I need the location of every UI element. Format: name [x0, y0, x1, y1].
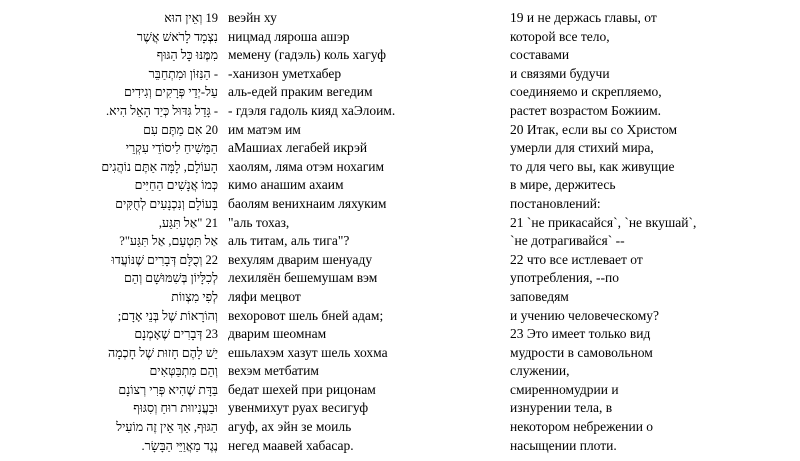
translit-line: веэйн ху [228, 10, 277, 25]
translit-line: дварим шеомнам [228, 326, 327, 342]
russian-line: 23 Это имеет только вид [510, 326, 651, 342]
translit-line: -ханизон уметхабер [228, 65, 342, 81]
russian-line: служении, [510, 363, 570, 379]
russian-line: мудрости в самовольном [510, 344, 653, 360]
translit-line: вехоровот шель бней адам; [228, 307, 384, 323]
russian-line: и учению человеческому? [510, 307, 660, 323]
russian-line: заповедям [510, 288, 569, 304]
translit-line: "аль тохаз, [228, 214, 290, 230]
russian-text-column [510, 9, 795, 455]
hebrew-line: 19 וְאֵין הוּא [164, 11, 218, 25]
hebrew-line: נִצְמָד לָרֹאשׁ אֲשֶׁר [136, 29, 218, 44]
translit-line: хаолям, ляма отэм нохагим [228, 158, 385, 174]
translit-line: аль-едей праким вегедим [228, 84, 373, 100]
russian-line: то для чего вы, как живущие [510, 158, 675, 174]
transliteration-column [228, 9, 488, 455]
translit-line: ляфи мецвот [228, 288, 301, 304]
translit-line: увенмихут руах весигуф [228, 400, 369, 416]
hebrew-line: וְהוֹרָאוֹת שֶׁל בְּנֵי אָדָם; [117, 308, 218, 323]
hebrew-line: לְכִלָּיוֹן בְּשִׁמּוּשָׁם וְהֵם [123, 271, 218, 286]
translit-line: лехиляён бешемушам вэм [228, 270, 378, 286]
russian-line: составами [510, 47, 570, 63]
translit-line: аль титам, аль тига"? [228, 233, 350, 249]
translit-line: ницмад ляроша ашэр [228, 28, 350, 44]
translit-line: баолям венихнаим ляхуким [228, 195, 387, 211]
translit-line: - гдэля гадоль кияд хаЭлоим. [228, 102, 396, 118]
hebrew-line: נֶגֶד מַאֲוַיֵּי הַבָּשָׂר. [141, 438, 218, 453]
hebrew-line: - גָּדֵל גִּדּוּל כְּיַד הָאֵל הִיא. [106, 103, 218, 118]
translit-line: кимо анашим ахаим [228, 177, 344, 193]
russian-line: 21 `не прикасайся`, `не вкушай`, [510, 214, 697, 230]
hebrew-line: הַמָּשִׁיחַ לִיסוֹדֵי עִקְרֵי [125, 141, 218, 156]
translit-line: мемену (гадэль) коль хагуф [228, 47, 386, 63]
translit-line: бедат шехей при рицонам [228, 381, 376, 397]
translit-line: негед маавей хабасар. [228, 437, 354, 453]
hebrew-line: אַל תִּטְעַם, אַל תִּגַּע"? [119, 234, 218, 249]
translit-line: вехэм метбатим [228, 363, 319, 379]
russian-line: соединяемо и скрепляемо, [510, 84, 662, 100]
russian-line: 22 что все истлевает от [510, 251, 643, 267]
translit-line: аМашиах легабей икрэй [228, 140, 368, 156]
russian-line: в мире, держитесь [510, 177, 616, 193]
hebrew-line: 20 אִם מַתֶּם עִם [143, 122, 218, 137]
hebrew-line: יֵשׁ לָהֶם חָזוּת שֶׁל חָכְמָה [108, 345, 218, 360]
russian-line: 19 и не держась главы, от [510, 10, 657, 25]
russian-line: некотором небрежении о [510, 419, 654, 435]
hebrew-line: 23 דְּבָרִים שֶׁאָמְנָם [134, 327, 218, 342]
russian-line: которой все тело, [510, 28, 610, 44]
russian-line: и связями будучи [510, 65, 610, 81]
hebrew-line: וּבַעֲנִיווּת רוּחַ וְסִגּוּף [133, 401, 218, 416]
translit-line: им матэм им [228, 121, 301, 137]
russian-line: смиренномудрии и [510, 381, 619, 397]
hebrew-line: מִמֶּנּוּ כָּל הַגּוּף [156, 48, 218, 63]
russian-line: изнурении тела, в [510, 400, 613, 416]
hebrew-line: בָּעוֹלָם וְנִכְנָעִים לְחֻקִּים [115, 196, 218, 211]
translit-line: агуф, ах эйн зе моиль [228, 419, 352, 435]
russian-line: насыщении плоти. [510, 437, 617, 453]
russian-line: растет возрастом Божиим. [510, 102, 661, 118]
hebrew-line: כְּמוֹ אֲנָשִׁים הַחַיִּים [134, 178, 218, 193]
hebrew-line: הַגּוּף, אַךְ אֵין זֶה מוֹעִיל [116, 420, 218, 435]
translit-line: ешьлахэм хазут шель хохма [228, 344, 388, 360]
hebrew-text-column [68, 9, 218, 455]
russian-line: 20 Итак, если вы со Христом [510, 121, 678, 137]
hebrew-line: הָעוֹלָם, לָמָּה אַתֶּם נוֹהֲגִים [101, 159, 218, 174]
russian-line: постановлений: [510, 195, 601, 211]
hebrew-line: לְפִי מִצְווֹת [171, 289, 218, 304]
russian-line: употребления, --по [510, 270, 619, 286]
hebrew-line: 22 וְכֻלָּם דְּבָרִים שֶׁנּוֹעֲדוּ [111, 252, 218, 267]
hebrew-line: 21 "אַל תִּגַּע, [158, 215, 218, 230]
hebrew-line: - הַנִּזּוֹן וּמִתְחַבֵּר [148, 66, 218, 81]
hebrew-line: בַּדָּת שֶׁהִיא פְּרִי רְצוֹנָם [118, 382, 218, 397]
hebrew-line: וְהֵם מִתְבַּטְּאִים [149, 364, 218, 379]
translit-line: вехулям дварим шенуаду [228, 251, 373, 267]
hebrew-line: עַל-יְדֵי פְּרָקִים וְגִידִים [123, 85, 218, 100]
russian-line: умерли для стихий мира, [510, 140, 654, 156]
russian-line: `не дотрагивайся` -- [510, 233, 625, 249]
